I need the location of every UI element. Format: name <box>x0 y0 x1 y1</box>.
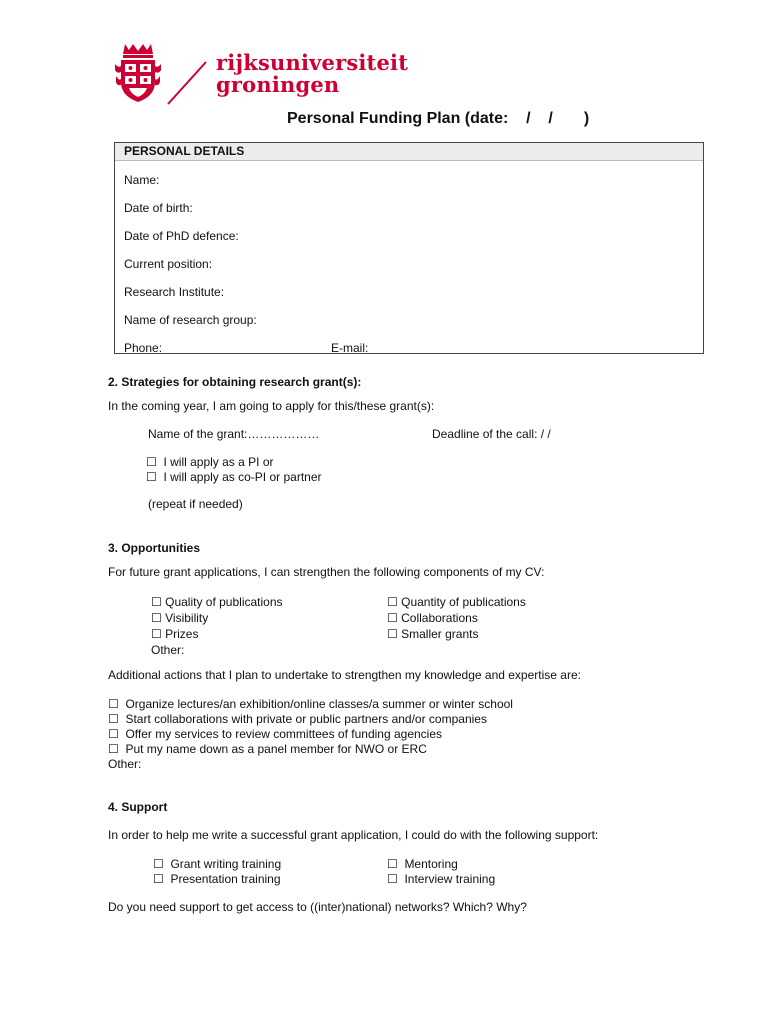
checkbox-icon[interactable]: ☐ <box>108 727 119 741</box>
cv-option-label: Collaborations <box>401 611 478 625</box>
date-of-birth-field[interactable]: Date of birth: <box>124 201 193 215</box>
university-crest-icon <box>115 42 161 104</box>
email-field[interactable]: E-mail: <box>331 341 369 355</box>
cv-option-quantity[interactable] <box>387 595 526 610</box>
section-2-heading: 2. Strategies for obtaining research grant(s): <box>108 375 362 389</box>
research-institute-field[interactable]: Research Institute: <box>124 285 225 299</box>
phone-field[interactable]: Phone: <box>124 341 163 355</box>
action-option-review[interactable] <box>108 727 442 742</box>
action-option-organize[interactable] <box>108 697 513 712</box>
logo-line-1: rijksuniversiteit <box>216 50 409 75</box>
personal-details-header <box>115 143 703 161</box>
cv-option-label: Smaller grants <box>401 627 479 641</box>
grant-name-field[interactable]: Name of the grant:……………… <box>148 427 320 441</box>
research-group-field[interactable]: Name of research group: <box>124 313 257 327</box>
action-option-panel[interactable] <box>108 742 427 757</box>
section-4-intro: In order to help me write a successful grant application, I could do with the following support: <box>108 828 599 842</box>
cv-option-label: Quantity of publications <box>401 595 526 609</box>
section-2-intro: In the coming year, I am going to apply for this/these grant(s): <box>108 399 435 413</box>
action-option-label: Offer my services to review committees of funding agencies <box>125 727 443 741</box>
support-option-mentoring[interactable] <box>387 857 458 872</box>
actions-other-field[interactable]: Other: <box>108 757 142 771</box>
copi-option[interactable] <box>146 470 322 485</box>
support-option-label: Grant writing training <box>170 857 282 871</box>
cv-option-label: Quality of publications <box>165 595 283 609</box>
action-option-label: Put my name down as a panel member for NWO or ERC <box>125 742 427 756</box>
pi-option-label: I will apply as a PI or <box>163 455 274 469</box>
logo-divider-slash <box>162 58 212 108</box>
checkbox-icon[interactable]: ☐ <box>108 712 119 726</box>
name-field[interactable]: Name: <box>124 173 160 187</box>
cv-option-prizes[interactable] <box>151 627 198 642</box>
checkbox-icon[interactable]: ☐ <box>387 857 398 871</box>
checkbox-icon[interactable]: ☐ <box>387 627 398 641</box>
checkbox-icon[interactable]: ☐ <box>151 611 162 625</box>
cv-option-label: Visibility <box>165 611 209 625</box>
section-3-intro: For future grant applications, I can strengthen the following components of my CV: <box>108 565 545 579</box>
support-option-label: Mentoring <box>404 857 458 871</box>
support-option-grant-writing[interactable] <box>153 857 281 872</box>
checkbox-icon[interactable]: ☐ <box>387 595 398 609</box>
support-option-label: Interview training <box>404 872 496 886</box>
support-option-presentation[interactable] <box>153 872 281 887</box>
current-position-field[interactable]: Current position: <box>124 257 213 271</box>
phd-defence-date-field[interactable]: Date of PhD defence: <box>124 229 239 243</box>
cv-option-collaborations[interactable] <box>387 611 478 626</box>
cv-option-quality[interactable] <box>151 595 283 610</box>
section-3-heading: 3. Opportunities <box>108 541 201 555</box>
checkbox-icon[interactable]: ☐ <box>151 627 162 641</box>
deadline-field[interactable]: Deadline of the call: / / <box>432 427 551 441</box>
cv-option-label: Prizes <box>165 627 199 641</box>
checkbox-icon[interactable]: ☐ <box>153 872 164 886</box>
action-option-label: Start collaborations with private or public partners and/or companies <box>125 712 487 726</box>
checkbox-icon[interactable]: ☐ <box>387 611 398 625</box>
checkbox-icon[interactable]: ☐ <box>153 857 164 871</box>
copi-option-label: I will apply as co-PI or partner <box>163 470 322 484</box>
support-option-interview[interactable] <box>387 872 495 887</box>
repeat-note: (repeat if needed) <box>148 497 243 511</box>
additional-actions-intro: Additional actions that I plan to undertake to strengthen my knowledge and expertise are: <box>108 668 581 682</box>
cv-option-smaller-grants[interactable] <box>387 627 478 642</box>
checkbox-icon[interactable]: ☐ <box>108 697 119 711</box>
pi-option[interactable] <box>146 455 273 470</box>
checkbox-icon[interactable]: ☐ <box>151 595 162 609</box>
networks-question: Do you need support to get access to ((inter)national) networks? Which? Why? <box>108 900 527 914</box>
checkbox-icon[interactable]: ☐ <box>387 872 398 886</box>
university-logo-text <box>216 52 408 96</box>
page-title: Personal Funding Plan (date: / / ) <box>287 110 590 127</box>
checkbox-icon[interactable]: ☐ <box>146 470 157 484</box>
cv-other-field[interactable]: Other: <box>151 643 185 657</box>
logo-line-2: groningen <box>216 72 340 97</box>
support-option-label: Presentation training <box>170 872 281 886</box>
action-option-collaborations[interactable] <box>108 712 487 727</box>
checkbox-icon[interactable]: ☐ <box>146 455 157 469</box>
action-option-label: Organize lectures/an exhibition/online classes/a summer or winter school <box>125 697 513 711</box>
cv-option-visibility[interactable] <box>151 611 208 626</box>
personal-details-heading: PERSONAL DETAILS <box>124 144 245 158</box>
section-4-heading: 4. Support <box>108 800 168 814</box>
checkbox-icon[interactable]: ☐ <box>108 742 119 756</box>
